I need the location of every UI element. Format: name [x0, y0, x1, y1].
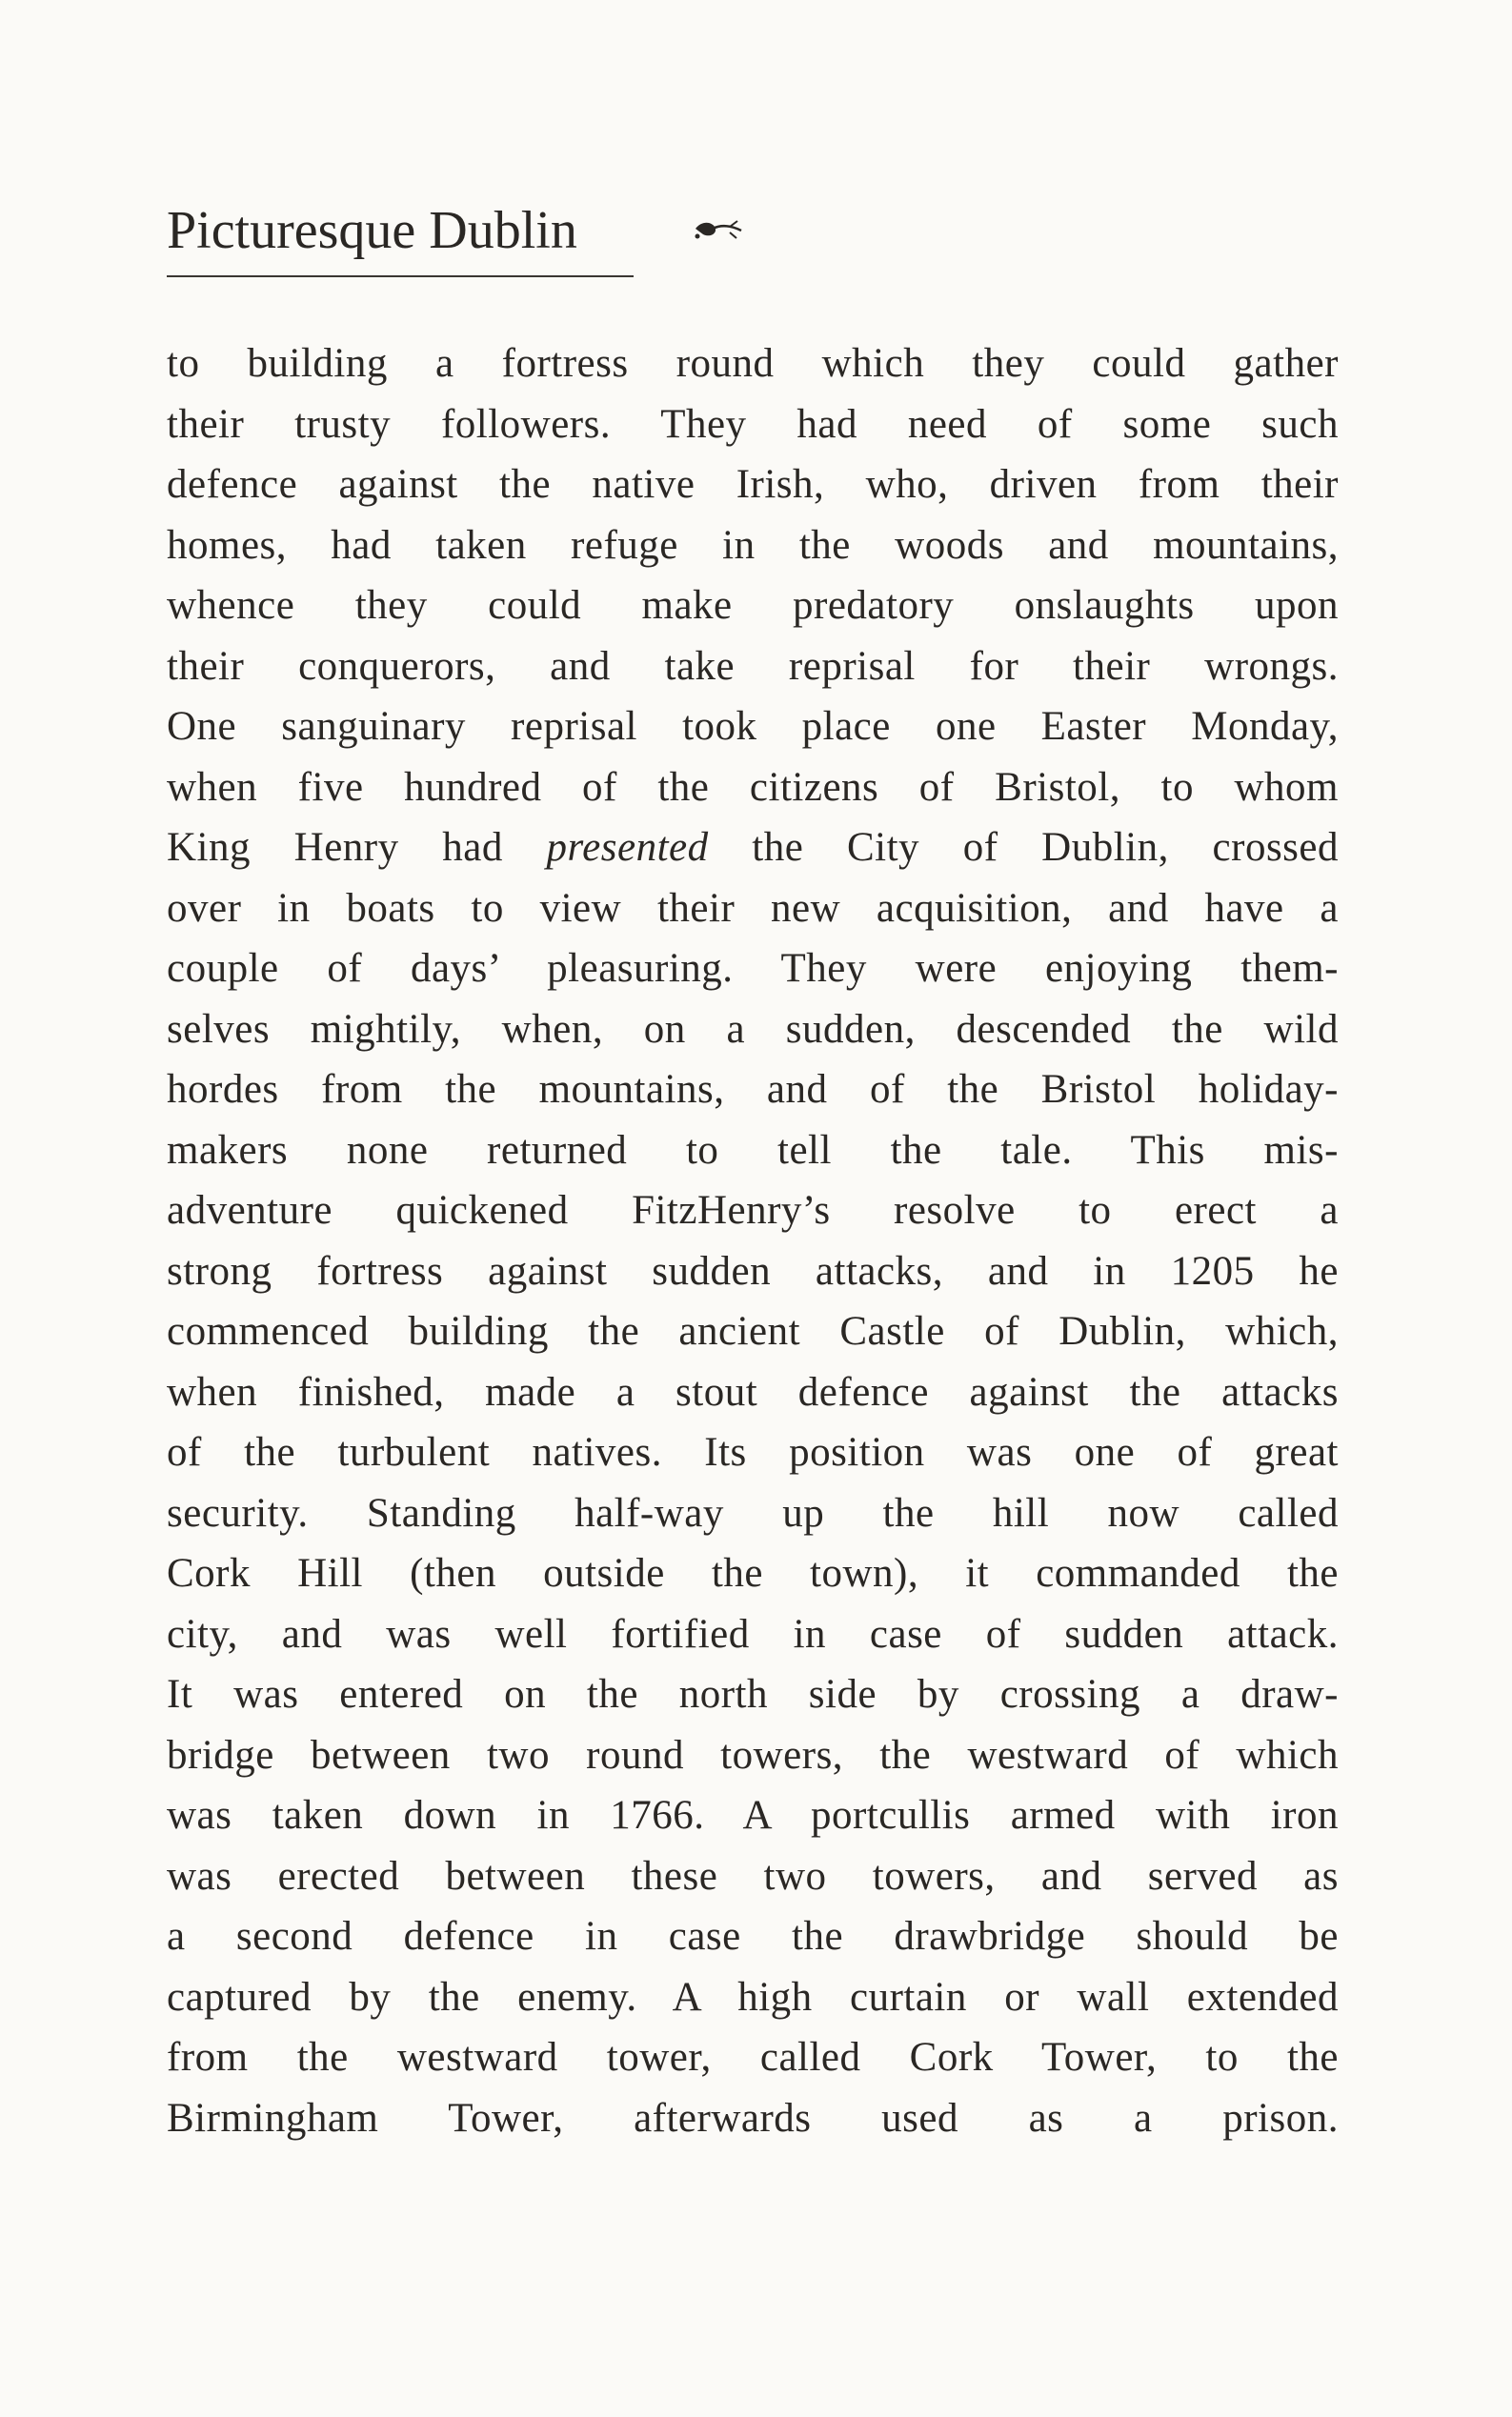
text-line	[167, 2027, 1339, 2088]
text-line	[167, 333, 1339, 394]
text-segment: when finished, made a stout defence against the attacks	[167, 1369, 1339, 1415]
text-segment: One sanguinary reprisal took place one Easter Monday,	[167, 704, 1339, 749]
text-segment: security. Standing half-way up the hill now called	[167, 1490, 1339, 1536]
text-segment: city, and was well fortified in case of sudden attack.	[167, 1611, 1339, 1657]
text-segment: whence they could make predatory onslaughts upon	[167, 583, 1339, 628]
text-segment: adventure quickened FitzHenry’s resolve to erect a	[167, 1188, 1339, 1233]
text-line	[167, 1362, 1339, 1423]
text-segment: their trusty followers. They had need of some such	[167, 401, 1339, 447]
text-line	[167, 1604, 1339, 1665]
text-segment: makers none returned to tell the tale. This mis-	[167, 1127, 1339, 1173]
text-line	[167, 817, 1339, 878]
text-line	[167, 2088, 1339, 2149]
text-line	[167, 636, 1339, 697]
text-line	[167, 1422, 1339, 1483]
fleuron-ornament-icon	[692, 215, 745, 244]
text-line	[167, 454, 1339, 515]
text-segment: It was entered on the north side by crossing a draw-	[167, 1672, 1339, 1717]
running-title: Picturesque Dublin	[167, 201, 577, 260]
text-line	[167, 1059, 1339, 1120]
text-line	[167, 1301, 1339, 1362]
page-header	[167, 195, 634, 277]
text-segment: captured by the enemy. A high curtain or wall extended	[167, 1974, 1339, 2020]
text-segment: couple of days’ pleasuring. They were enjoying them-	[167, 946, 1339, 991]
text-segment: strong fortress against sudden attacks, and in 1205 he	[167, 1248, 1339, 1294]
text-segment: of the turbulent natives. Its position was one of great	[167, 1430, 1339, 1475]
header-rule	[167, 275, 634, 277]
text-segment: bridge between two round towers, the westward of which	[167, 1732, 1339, 1778]
text-line	[167, 757, 1339, 818]
text-line	[167, 1906, 1339, 1967]
text-segment: homes, had taken refuge in the woods and mountains,	[167, 522, 1339, 568]
text-segment: over in boats to view their new acquisition, and have a	[167, 885, 1339, 931]
text-line	[167, 1543, 1339, 1604]
text-line	[167, 878, 1339, 939]
text-segment: commenced building the ancient Castle of Dublin, which,	[167, 1309, 1339, 1354]
text-line	[167, 1725, 1339, 1786]
text-line	[167, 696, 1339, 757]
text-segment: their conquerors, and take reprisal for their wrongs.	[167, 643, 1339, 689]
text-segment: King Henry had	[167, 825, 547, 870]
text-segment: defence against the native Irish, who, driven from their	[167, 462, 1339, 507]
text-segment: Birmingham Tower, afterwards used as a prison.	[167, 2095, 1339, 2141]
italic-emphasis: presented	[546, 825, 709, 870]
text-segment: was taken down in 1766. A portcullis armed with iron	[167, 1793, 1339, 1838]
text-segment: from the westward tower, called Cork Tower, to the	[167, 2035, 1339, 2080]
text-line	[167, 1483, 1339, 1544]
text-segment: the City of Dublin, crossed	[708, 825, 1339, 870]
text-segment: Cork Hill (then outside the town), it commanded the	[167, 1551, 1339, 1596]
text-line	[167, 1120, 1339, 1181]
text-segment: to building a fortress round which they could gather	[167, 341, 1339, 386]
text-line	[167, 394, 1339, 455]
text-line	[167, 1180, 1339, 1241]
text-segment: hordes from the mountains, and of the Bristol holiday-	[167, 1067, 1339, 1112]
text-segment: a second defence in case the drawbridge should be	[167, 1914, 1339, 1959]
text-segment: selves mightily, when, on a sudden, descended the wild	[167, 1006, 1339, 1052]
text-segment: was erected between these two towers, and served as	[167, 1853, 1339, 1899]
body-text	[167, 333, 1339, 2148]
text-line	[167, 575, 1339, 636]
text-line	[167, 515, 1339, 576]
text-line	[167, 1241, 1339, 1302]
text-segment: when five hundred of the citizens of Bristol, to whom	[167, 764, 1339, 810]
text-line	[167, 1785, 1339, 1846]
text-line	[167, 1846, 1339, 1907]
text-line	[167, 1967, 1339, 2028]
text-line	[167, 1664, 1339, 1725]
text-line	[167, 938, 1339, 999]
text-line	[167, 999, 1339, 1060]
